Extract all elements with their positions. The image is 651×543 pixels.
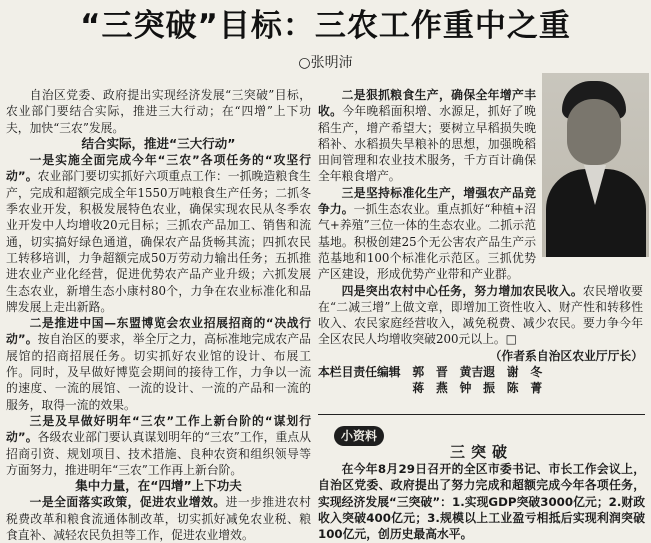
paragraph-1 <box>6 152 311 315</box>
sidebar-text: 在今年8月29日召开的全区市委书记、市长工作会议上，自治区党委、政府提出了努力完成和超额完成今年各项任务，实现经济发展“三突破”：1.实现GDP突破3000亿元；2.财政收入突破400亿元；3.规模以上工业盈亏相抵后实现利润突破100亿元，创历史最高水平。 <box>318 462 645 542</box>
paragraph-2 <box>6 315 311 413</box>
article-title: “三突破”目标：三农工作重中之重 <box>80 8 571 44</box>
paragraph-5-lead: 二是狠抓粮食生产，确保全年增产丰收。 <box>318 88 536 119</box>
paragraph-6-body: 一抓生态农业。重点抓好“种植+沼气+养殖”三位一体的生态农业。二抓示范基地。积极创建25个无公害农产品生产示范基地和100个标准化示范区。三抓优势产区建设，形成优势产业带和产业群。 <box>318 202 536 282</box>
paragraph-2-body: 按自治区的要求，举全厅之力，高标准地完成农产品展馆的招商招展任务。切实抓好农业馆的设计、布展工作。同时，及早做好博览会期间的接待工作，力争以一流的速度、一流的展馆、一流的设计、一流的产品和一流的服务，取得一流的效果。 <box>6 332 311 412</box>
paragraph-2-lead: 二是推进中国—东盟博览会农业招展招商的“决战行动”。 <box>6 316 311 347</box>
right-column <box>318 87 643 397</box>
paragraph-3-body: 各级农业部门要认真谋划明年的“三农”工作，重点从招商引资、规划项目、技术措施、良种农资和组织领导等方面努力，推进明年“三农”工作再上新台阶。 <box>6 430 311 477</box>
sidebar-badge: 小资料 <box>334 426 384 446</box>
paragraph-1-lead: 一是实施全面完成今年“三农”各项任务的“攻坚行动”。 <box>6 153 311 184</box>
sidebar-box <box>318 461 645 542</box>
sidebar-title: 三突破 <box>449 443 513 461</box>
section-heading-1: 结合实际，推进“三大行动” <box>81 135 236 151</box>
paragraph-4-body: 进一步推进农村税费改革和粮食流通体制改革，切实抓好减免农业税、粮食直补、减轻农民负担等工作，促进农业增效。 <box>6 495 311 543</box>
article-byline: ○张明沛 <box>298 55 353 71</box>
paragraph-1-body: 农业部门要切实抓好六项重点工作：一抓晚造粮食生产，完成和超额完成全年1550万吨粮食生产任务；二抓冬季农业开发，积极发展特色农业，确保实现农民从冬季农业开发中人均增收20元目标；三抓农产品加工、销售和流通，切实搞好绿色通道，确保农产品货畅其流；四抓农民工转移培训，力争超额完成50万劳动力输出任务；五抓推进农业产业化经营，促进优势农产品产业升级；六抓发展生态农业，新增生态小康村80个，力争在农业标准化和品牌发展上走出新路。 <box>6 169 311 314</box>
intro-paragraph: 自治区党委、政府提出实现经济发展“三突破”目标，农业部门要结合实际，推进三大行动；在“四增”上下功夫，加快“三农”发展。 <box>6 88 311 135</box>
paragraph-7-body: 农民增收要在“二减三增”上做文章，即增加工资性收入、财产性和转移性收入、农民家庭经营收入，减免税费、减少农民。要力争今年全区农民人均增收突破200元以上。□ <box>318 283 643 347</box>
author-photo <box>542 73 649 257</box>
sidebar-divider <box>318 414 645 415</box>
author-note: （作者系自治区农业厅厅长） <box>489 348 643 363</box>
paragraph-3 <box>6 413 311 478</box>
paragraph-7 <box>318 283 643 348</box>
paragraph-5-body: 今年晚稻面积增、水源足，抓好了晚稻生产，增产希望大；要树立早稻损失晚稻补、水稻损失旱粮补的思想，加强晚稻田间管理和农业技术服务，千方百计确保全年粮食增产。 <box>318 104 536 184</box>
paragraph-4-lead: 一是全面落实政策，促进农业增效。 <box>29 495 226 510</box>
section-heading-2: 集中力量，在“四增”上下功夫 <box>75 478 242 494</box>
paragraph-7-lead: 四是突出农村中心任务，努力增加农民收入。 <box>341 283 583 298</box>
paragraph-3-lead: 三是及早做好明年“三农”工作上新台阶的“谋划行动”。 <box>6 413 311 445</box>
paragraph-6-lead: 三是坚持标准化生产，增强农产品竞争力。 <box>318 185 536 217</box>
editors-credit: 本栏目责任编辑 郭 晋 黄吉遐 谢 冬 蒋 燕 钟 振 陈 菁 <box>318 365 543 396</box>
left-column <box>6 87 311 543</box>
